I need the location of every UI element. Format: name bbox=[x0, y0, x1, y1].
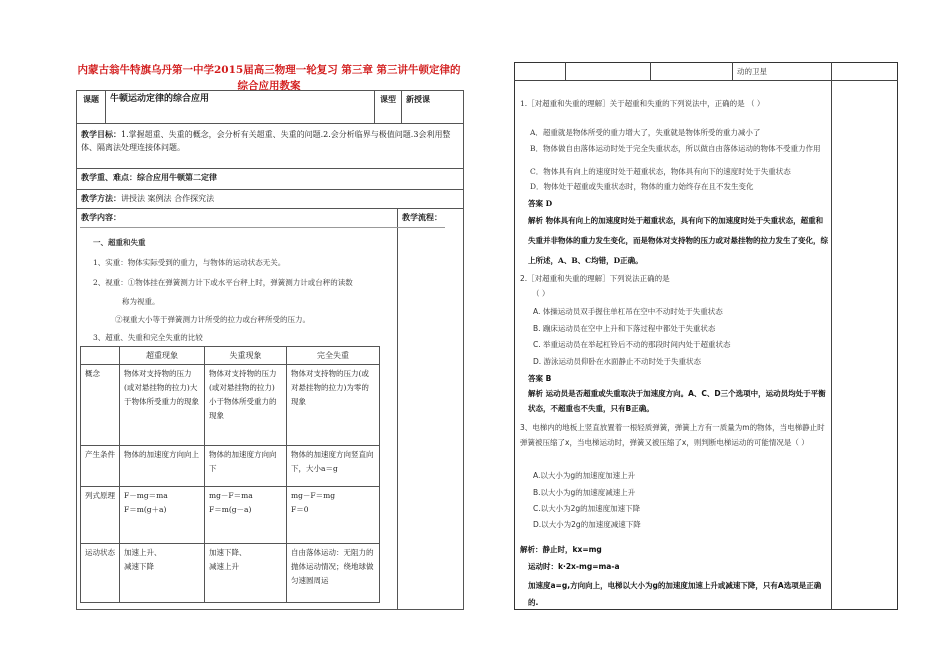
type-label: 课型 bbox=[374, 90, 402, 124]
right-col-divider-2 bbox=[650, 62, 651, 80]
row-motion-c2: 加速下降、 减速上升 bbox=[204, 543, 287, 603]
row-condition-c3: 物体的加速度方向竖直向下，大小a＝g bbox=[286, 445, 380, 487]
para-2c: ②视重大小等于弹簧测力计所受的拉力或台秤所受的压力。 bbox=[115, 315, 310, 324]
top-cell-text: 动的卫星 bbox=[737, 67, 767, 76]
q1-answer: 答案 D bbox=[528, 199, 553, 208]
q2-option-d: D. 游泳运动员仰卧在水面静止不动时处于失重状态 bbox=[533, 357, 702, 366]
q3-option-a: A.以大小为g的加速度加速上升 bbox=[533, 471, 636, 480]
para-3: 3、超重、失重和完全失重的比较 bbox=[93, 333, 203, 342]
row-condition-label: 产生条件 bbox=[80, 445, 120, 487]
key-points-label: 教学重、难点： bbox=[81, 172, 137, 182]
q1-option-c: C．物体具有向上的速度时处于超重状态，物体具有向下的速度时处于失重状态 bbox=[530, 167, 791, 176]
type-value: 新授课 bbox=[401, 90, 464, 124]
q3-option-d: D.以大小为2g的加速度减速下降 bbox=[533, 520, 641, 529]
row-motion-c1: 加速上升、 减速下降 bbox=[119, 543, 205, 603]
key-points-row bbox=[76, 168, 464, 190]
q3-explanation-c: 加速度a=g,方向向上，电梯以大小为g的加速度加速上升或减速下降，只有A选项是正确的. bbox=[528, 581, 822, 607]
q3-stem: 3、电梯内的地板上竖直放置着一根轻质弹簧，弹簧上方有一质量为m的物体，当电梯静止时弹簧被压缩了x，当电梯运动时，弹簧又被压缩了x，则判断电梯运动的可能情况是（ ） bbox=[520, 423, 825, 447]
right-col-divider-3 bbox=[732, 62, 733, 80]
q3-explanation-b: 运动时：k·2x-mg=ma-a bbox=[528, 562, 620, 571]
content-label: 教学内容： bbox=[81, 212, 121, 222]
row-concept-c1: 物体对支持物的压力(或对悬挂物的拉力)大于物体所受重力的现象 bbox=[119, 364, 205, 446]
para-1: 1、实重：物体实际受到的重力，与物体的运动状态无关。 bbox=[93, 258, 286, 267]
process-area bbox=[397, 208, 464, 610]
row-formula-label: 列式原理 bbox=[80, 486, 120, 544]
th-empty bbox=[80, 346, 120, 365]
q1-explanation: 解析 物体具有向上的加速度时处于超重状态，具有向下的加速度时处于失重状态，超重和失重并非物体的重力发生变化，而是物体对支持物的压力或对悬挂物的拉力发生了变化，综上所述，A、B、C均错，D正确。 bbox=[528, 216, 828, 265]
methods-label: 教学方法： bbox=[81, 193, 121, 203]
q1-option-d: D．物体处于超重或失重状态时，物体的重力始终存在且不发生变化 bbox=[530, 182, 754, 191]
topic-label: 课题 bbox=[76, 90, 106, 124]
key-points-text: 综合应用牛顿第二定律 bbox=[137, 172, 217, 182]
q2-answer: 答案 B bbox=[528, 374, 552, 383]
row-concept-label: 概念 bbox=[80, 364, 120, 446]
th-overweight: 超重现象 bbox=[119, 346, 205, 365]
q3-explanation-a: 解析：静止时，kx=mg bbox=[520, 545, 602, 554]
right-col-divider-1 bbox=[565, 62, 566, 80]
methods-text: 讲授法 案例法 合作探究法 bbox=[121, 194, 215, 203]
row-concept-c2: 物体对支持物的压力(或对悬挂物的拉力)小于物体所受重力的现象 bbox=[204, 364, 287, 446]
row-motion-label: 运动状态 bbox=[80, 543, 120, 603]
topic-value: 牛顿运动定律的综合应用 bbox=[105, 90, 375, 124]
q3-option-b: B.以大小为g的加速度减速上升 bbox=[533, 488, 636, 497]
row-motion-c3: 自由落体运动：无阻力的抛体运动情况；绕地球做匀速圆周运 bbox=[286, 543, 380, 603]
q2-option-b: B. 蹦床运动员在空中上升和下落过程中都处于失重状态 bbox=[533, 324, 716, 333]
q2-stem: 2.［对超重和失重的理解］下列说法正确的是 bbox=[520, 274, 670, 283]
objectives-row bbox=[76, 123, 464, 169]
q1-option-a: A．超重就是物体所受的重力增大了，失重就是物体所受的重力减小了 bbox=[530, 128, 761, 137]
row-concept-c3: 物体对支持物的压力(或对悬挂物的拉力)为零的现象 bbox=[286, 364, 380, 446]
q2-explanation: 解析 运动员是否超重或失重取决于加速度方向。A、C、D三个选项中，运动员均处于平衡状态，不超重也不失重，只有B正确。 bbox=[528, 389, 826, 413]
q2-option-c: C. 举重运动员在举起杠铃后不动的那段时间内处于超重状态 bbox=[533, 340, 731, 349]
row-formula-c3: mg－F＝mg F＝0 bbox=[286, 486, 380, 544]
methods-row bbox=[76, 189, 464, 209]
divider bbox=[80, 227, 445, 228]
th-weightless: 失重现象 bbox=[204, 346, 287, 365]
process-label: 教学流程： bbox=[402, 212, 442, 222]
objectives-text: 1.掌握超重、失重的概念，会分析有关超重、失重的问题.2.会分析临界与极值问题.3会利用整体、隔离法处理连接体问题。 bbox=[81, 130, 451, 152]
row-condition-c1: 物体的加速度方向向上 bbox=[119, 445, 205, 487]
q2-option-a: A. 体操运动员双手握住单杠吊在空中不动时处于失重状态 bbox=[533, 307, 723, 316]
row-formula-c2: mg－F＝ma F＝m(g－a) bbox=[204, 486, 287, 544]
right-page bbox=[475, 0, 950, 672]
q2-paren: （ ） bbox=[532, 289, 550, 298]
section-title: 一、超重和失重 bbox=[93, 238, 146, 247]
q1-option-b: B．物体做自由落体运动时处于完全失重状态，所以做自由落体运动的物体不受重力作用 bbox=[530, 144, 821, 153]
row-formula-c1: F－mg＝ma F＝m(g＋a) bbox=[119, 486, 205, 544]
q1-stem: 1.［对超重和失重的理解］关于超重和失重的下列说法中，正确的是 （ ） bbox=[520, 99, 765, 108]
objectives-label: 教学目标： bbox=[81, 129, 121, 139]
row-condition-c2: 物体的加速度方向向下 bbox=[204, 445, 287, 487]
right-top-row-divider bbox=[514, 80, 898, 81]
q3-option-c: C.以大小为2g的加速度加速下降 bbox=[533, 504, 641, 513]
para-2a: 2、视重：①物体挂在弹簧测力计下或水平台秤上时，弹簧测力计或台秤的读数 bbox=[93, 278, 353, 287]
th-complete: 完全失重 bbox=[286, 346, 380, 365]
page-title: 内蒙古翁牛特旗乌丹第一中学2015届高三物理一轮复习 第三章 第三讲牛顿定律的综合应用教案 bbox=[77, 64, 461, 92]
right-col-divider-4 bbox=[831, 62, 832, 610]
para-2b: 称为视重。 bbox=[122, 297, 160, 306]
